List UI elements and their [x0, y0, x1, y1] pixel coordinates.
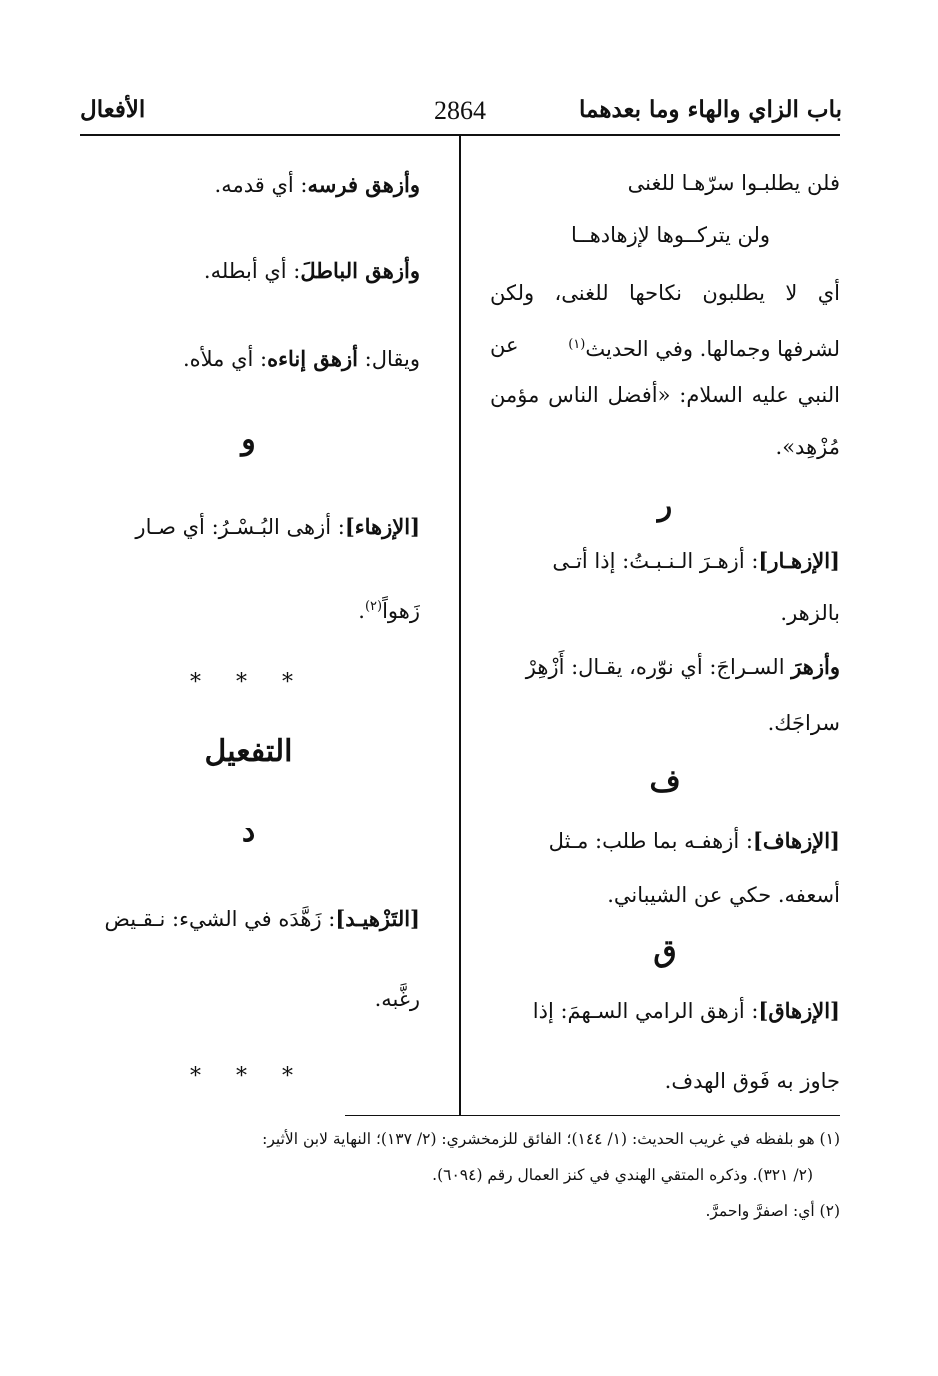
footnote-2: (٢) أي: اصفرَّ واحمرَّ.	[705, 1202, 840, 1220]
letter-heading: د	[241, 814, 256, 849]
section-title: التفعيل	[204, 734, 293, 769]
entry-line: بالزهر.	[780, 601, 840, 625]
letter-heading: و	[241, 422, 256, 457]
running-head-section: الأفعال	[80, 96, 146, 123]
entry-text: : زَهَّدَه في الشيء: نـقـيض	[104, 907, 336, 931]
verse-line-2: ولن يتركــوها لإزهادهــا	[571, 223, 770, 247]
entry-text: : أزهـرَ الـنـبـتُ: إذا أتـى	[552, 549, 759, 573]
entry-headword: وأزهق الباطلَ	[300, 258, 420, 283]
letter-heading: ف	[649, 764, 681, 799]
entry-text: السـراجَ: أي نوّره، يقـال: أَزْهِرْ	[525, 655, 785, 679]
entry-text: : أي قدمه.	[214, 173, 308, 197]
entry-line	[204, 254, 420, 288]
paragraph-line	[490, 328, 840, 366]
running-head-chapter: باب الزاي والهاء وما بعدهما	[579, 96, 842, 123]
paragraph-text: عن	[490, 333, 519, 357]
entry-line	[490, 544, 840, 578]
letter-heading: ر	[657, 488, 673, 523]
entry-line	[358, 590, 420, 628]
entry-line: رغَّبه.	[374, 987, 420, 1011]
entry-text: : أزهفـه بما طلب: مـثل	[548, 829, 753, 853]
entry-line: جاوز به فَوق الهدف.	[664, 1069, 840, 1093]
entry-line	[490, 824, 840, 858]
entry-headword: [الإزهاف]	[752, 828, 840, 853]
entry-line: أسعفه. حكي عن الشيباني.	[607, 883, 840, 907]
verse-line-1: فلن يطلبـوا سرّهـا للغنى	[627, 171, 840, 195]
footnote-rule	[345, 1115, 840, 1116]
entry-headword: أزهق إناءه	[267, 346, 358, 371]
entry-line: سراجَك.	[767, 711, 840, 735]
paragraph-line: مُزْهِد».	[775, 435, 840, 459]
entry-headword: [التَزْهيـد]	[335, 906, 420, 931]
entry-headword: وأزهق فرسه	[307, 172, 420, 197]
entry-text: .	[358, 599, 365, 623]
entry-headword: [الإزهاق]	[758, 998, 840, 1023]
entry-line	[183, 342, 420, 376]
footnote-1-line-2: (٢/ ٣٢١). وذكره المتقي الهندي في كنز العمال رقم (٦٠٩٤).	[432, 1166, 813, 1184]
entry-line	[77, 902, 420, 936]
entry-text: : أي ملأه.	[182, 347, 268, 371]
entry-headword: وأزهرَ	[791, 654, 840, 679]
entry-line	[215, 168, 420, 202]
footnote-ref: (١)	[568, 337, 586, 352]
entry-headword: [الإزهاء]	[344, 514, 420, 539]
entry-line	[77, 510, 420, 544]
paragraph-line: أي لا يطلبون نكاحها للغنى، ولكن	[490, 281, 840, 305]
entry-text: : أي أبطله.	[203, 259, 301, 283]
entry-line	[490, 994, 840, 1028]
entry-headword: [الإزهـار]	[758, 548, 840, 573]
paragraph-text: لشرفها وجمالها. وفي الحديث	[585, 337, 840, 361]
entry-text: زَهواً	[382, 599, 420, 623]
section-separator: * * *	[190, 670, 307, 695]
entry-text: ويقال:	[364, 347, 420, 371]
paragraph-line: النبي عليه السلام: «أفضل الناس مؤمن	[490, 383, 840, 407]
footnote-ref: (٢)	[364, 599, 383, 614]
entry-line	[490, 650, 840, 684]
footnote-1-line-1: (١) هو بلفظه في غريب الحديث: (١/ ١٤٤)؛ الفائق للزمخشري: (٢/ ١٣٧)؛ النهاية لابن الأثير:	[262, 1130, 840, 1148]
column-divider	[459, 136, 461, 1116]
entry-text: : أزهق الرامي السـهمَ: إذا	[532, 999, 759, 1023]
section-separator: * * *	[190, 1064, 307, 1089]
entry-text: : أزهى البُـسْـرُ: أي صـار	[135, 515, 345, 539]
letter-heading: ق	[653, 934, 677, 969]
page-number: 2864	[434, 96, 486, 125]
